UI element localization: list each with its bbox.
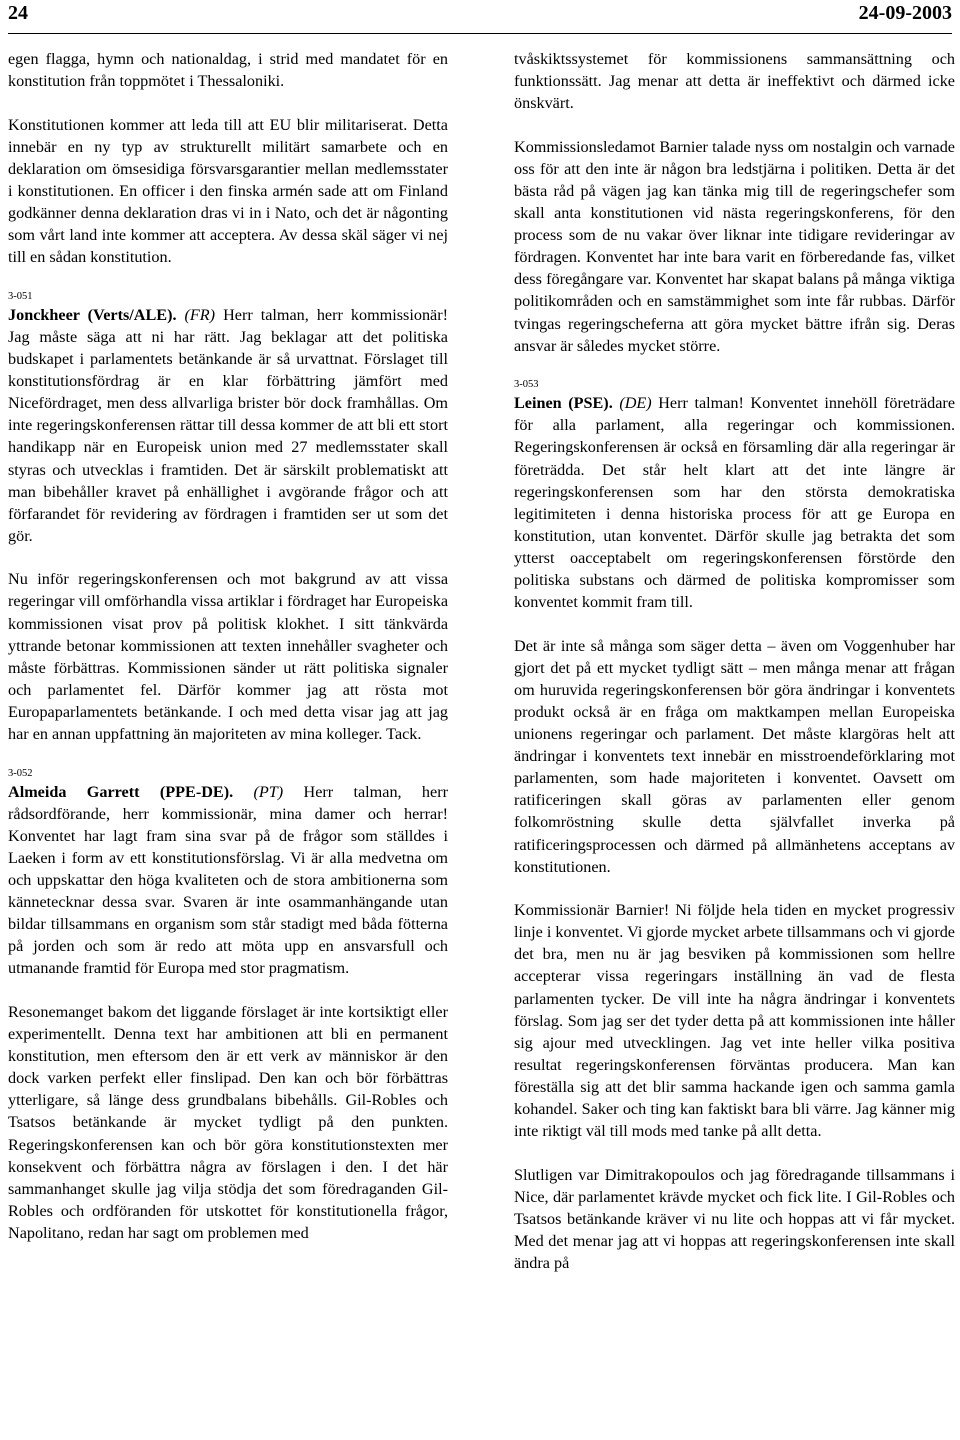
- page-number: 24: [8, 2, 28, 24]
- speech-code: 3-052: [8, 767, 33, 779]
- speaker-name: Almeida Garrett (PPE-DE).: [8, 782, 234, 801]
- speech-paragraph: [8, 304, 448, 547]
- page-date: 24-09-2003: [858, 2, 952, 24]
- speaker-name: Leinen (PSE).: [514, 394, 613, 413]
- speech-code: 3-053: [514, 379, 539, 391]
- paragraph: Kommissionsledamot Barnier talade nyss om nostalgin och varnade oss för att den inte är någon bra ledstjärna i politiken. Detta är det bästa råd på vägen jag kan tänka mig till de regeringschefer som skall anta konstitutionen vid nästa regeringskonferens, för den process som de nu vakar över liknar inte tidigare revideringar av fördragen. Konventet har inte bara varit en förberedande fas, vilket dess föregångare var. Konventet har skapat balans på många viktiga politikområden och en samstämmighet som inte får rubbas. Därför tvingas regeringscheferna att göra mycket bättre ifrån sig. Deras ansvar är således mycket större.: [514, 137, 955, 355]
- speaker-language: (FR): [184, 305, 216, 324]
- speaker-language: (PT): [253, 782, 284, 801]
- paragraph: Nu inför regeringskonferensen och mot bakgrund av att vissa regeringar vill omförhandla vissa artiklar i fördraget har Europeiska kommissionen visat prov på politisk klokhet. I sitt tänkvärda yttrande betonar kommissionen att texten innehåller svagheter och måste förbättras. Kommissionen sänder ut rätt politiska signaler och parlamentet fel. Därför kommer jag att rösta mot Europaparlamentets betänkande. I och med detta visar jag att jag har en annan uppfattning än majoriteten av mina kolleger. Tack.: [8, 570, 448, 744]
- page-header: [8, 0, 952, 34]
- left-column: [8, 48, 448, 1244]
- paragraph: Resonemanget bakom det liggande förslaget är inte kortsiktigt eller experimentellt. Denna text har ambitionen att bli en permanent konstitution, men eftersom den är ett verk av människor är den dock varken perfekt eller finslipad. Den kan och bör förbättras ytterligare, så länge dess grundbalans bibehålls. Gil-Robles och Tsatsos betänkande är mycket tydligt på den punkten. Regeringskonferensen kan och bör göra konstitutionstexten mer konsekvent och förbättra några av förslagen i den. I det här sammanhanget skulle jag vilja stödja det som föredraganden Gil-Robles och ordföranden för utskottet för konstitutionella frågor, Napolitano, redan har sagt om problemen med: [8, 1002, 448, 1242]
- speech-code: 3-051: [8, 290, 33, 302]
- paragraph: Slutligen var Dimitrakopoulos och jag föredragande tillsammans i Nice, där parlamentet krävde mycket och fick lite. I Gil-Robles och Tsatsos betänkande kräver vi nu lite och hoppas att vi får mycket. Med det menar jag att vi hoppas att regeringskonferensen inte skall ändra på: [514, 1165, 955, 1273]
- speech-text: Herr talman, herr rådsordförande, herr kommissionär, mina damer och herrar! Konventet har lagt fram sina svar på de frågor som ställdes i Laeken i form av ett konstitutionsförslag. Vi är alla medvetna om och uppskattar den höga kvaliteten och de stora ambitionerna som kännetecknar dessa svar. Svaren är inte osammanhängande utan bildar tillsammans en organism som står stadigt med båda fötterna på jorden och som är redo att möta upp en ansvarsfull och utmanande framtid för Europa med stor pragmatism.: [8, 782, 448, 978]
- speech-text: Herr talman, herr kommissionär! Jag måste säga att ni har rätt. Jag beklagar att det politiska budskapet i parlamentets betänkande är så urvattnat. Förslaget till konstitutionsfördrag är en klar förbättring jämfört med Nicefördraget, men dess allvarliga brister bör dock framhållas. Om inte regeringskonferensen rättar till dessa kommer de att bli ett stort handikapp när en Europeisk union med 27 medlemsstater skall styras och utvecklas i framtiden. Det är särskilt problematiskt att man bibehåller kravet på enhällighet i avgörande frågor och att förfarandet för revidering av fördragen i framtiden ser ut som det gör.: [8, 305, 448, 545]
- paragraph: tvåskiktssystemet för kommissionens sammansättning och funktionssätt. Jag menar att detta är ineffektivt och därmed icke önskvärt.: [514, 50, 955, 113]
- paragraph: Det är inte så många som säger detta – även om Voggenhuber har gjort det på ett mycket tydligt sätt – men många menar att frågan om huruvida regeringskonferensen bör göra ändringar i konventets produkt också är en fråga om maktkampen mellan Europeiska unionens regeringar och parlament. Det måste klargöras helt att ändringar i konventets text innebär en misstroendeförklaring mot parlamenten, som hade majoriteten i konventet. Oavsett om ratificeringen skall göras av parlamenten eller genom folkomröstning skulle detta självfallet inverka på ratificeringsprocessen och därmed på allmänhetens acceptans av konstitutionen.: [514, 636, 955, 876]
- right-column: [514, 48, 955, 1274]
- speaker-language: (DE): [619, 394, 652, 413]
- paragraph: Kommissionär Barnier! Ni följde hela tiden en mycket progressiv linje i konventet. Vi gjorde mycket arbete tillsammans och vi gjorde det bra, men nu är jag besviken på kommissionen som hellre accepterar vissa regeringars inställning än vad de flesta parlamenten tycker. De vill inte ha några ändringar i konventets förslag. Som jag ser det tyder detta på att kommissionen inte håller sig ajour med utvecklingen. Jag vet inte heller vilka positiva resultat regeringskonferensen förväntas producera. Man kan föreställa sig att det blir samma hackande igen och samma gamla kohandel. Saker och ting kan faktiskt bara bli värre. Jag känner mig inte riktigt väl till mods med tanke på allt detta.: [514, 901, 955, 1141]
- speaker-name: Jonckheer (Verts/ALE).: [8, 305, 177, 324]
- paragraph: Konstitutionen kommer att leda till att EU blir militariserat. Detta innebär en ny typ av strukturellt militärt samarbete och en deklaration om ömsesidiga försvarsgarantier mellan medlemsstater i konstitutionen. En officer i den finska armén sade att om Finland godkänner denna deklaration dras vi in i Nato, och det är någonting som vårt land inte kommer att acceptera. Av dessa skäl säger vi nej till en sådan konstitution.: [8, 115, 448, 267]
- paragraph: egen flagga, hymn och nationaldag, i strid med mandatet för en konstitution från toppmötet i Thessaloniki.: [8, 50, 448, 91]
- speech-text: Herr talman! Konventet innehöll företrädare för alla parlament, alla regeringar och kommissionen. Regeringskonferensen är också en församling där alla regeringar är företrädda. Det står helt klart att det inte längre är regeringskonferensen som har den största demokratiska legitimiteten i denna historiska process för att ge Europa en konstitution, utan konventet. Därför skulle jag betrakta det som ytterst oacceptabelt om regeringskonferensen förstörde den politiska substans och därmed de politiska kompromisser som konventet kommit fram till.: [514, 394, 956, 612]
- speech-paragraph: [8, 781, 448, 980]
- speech-paragraph: [514, 392, 955, 613]
